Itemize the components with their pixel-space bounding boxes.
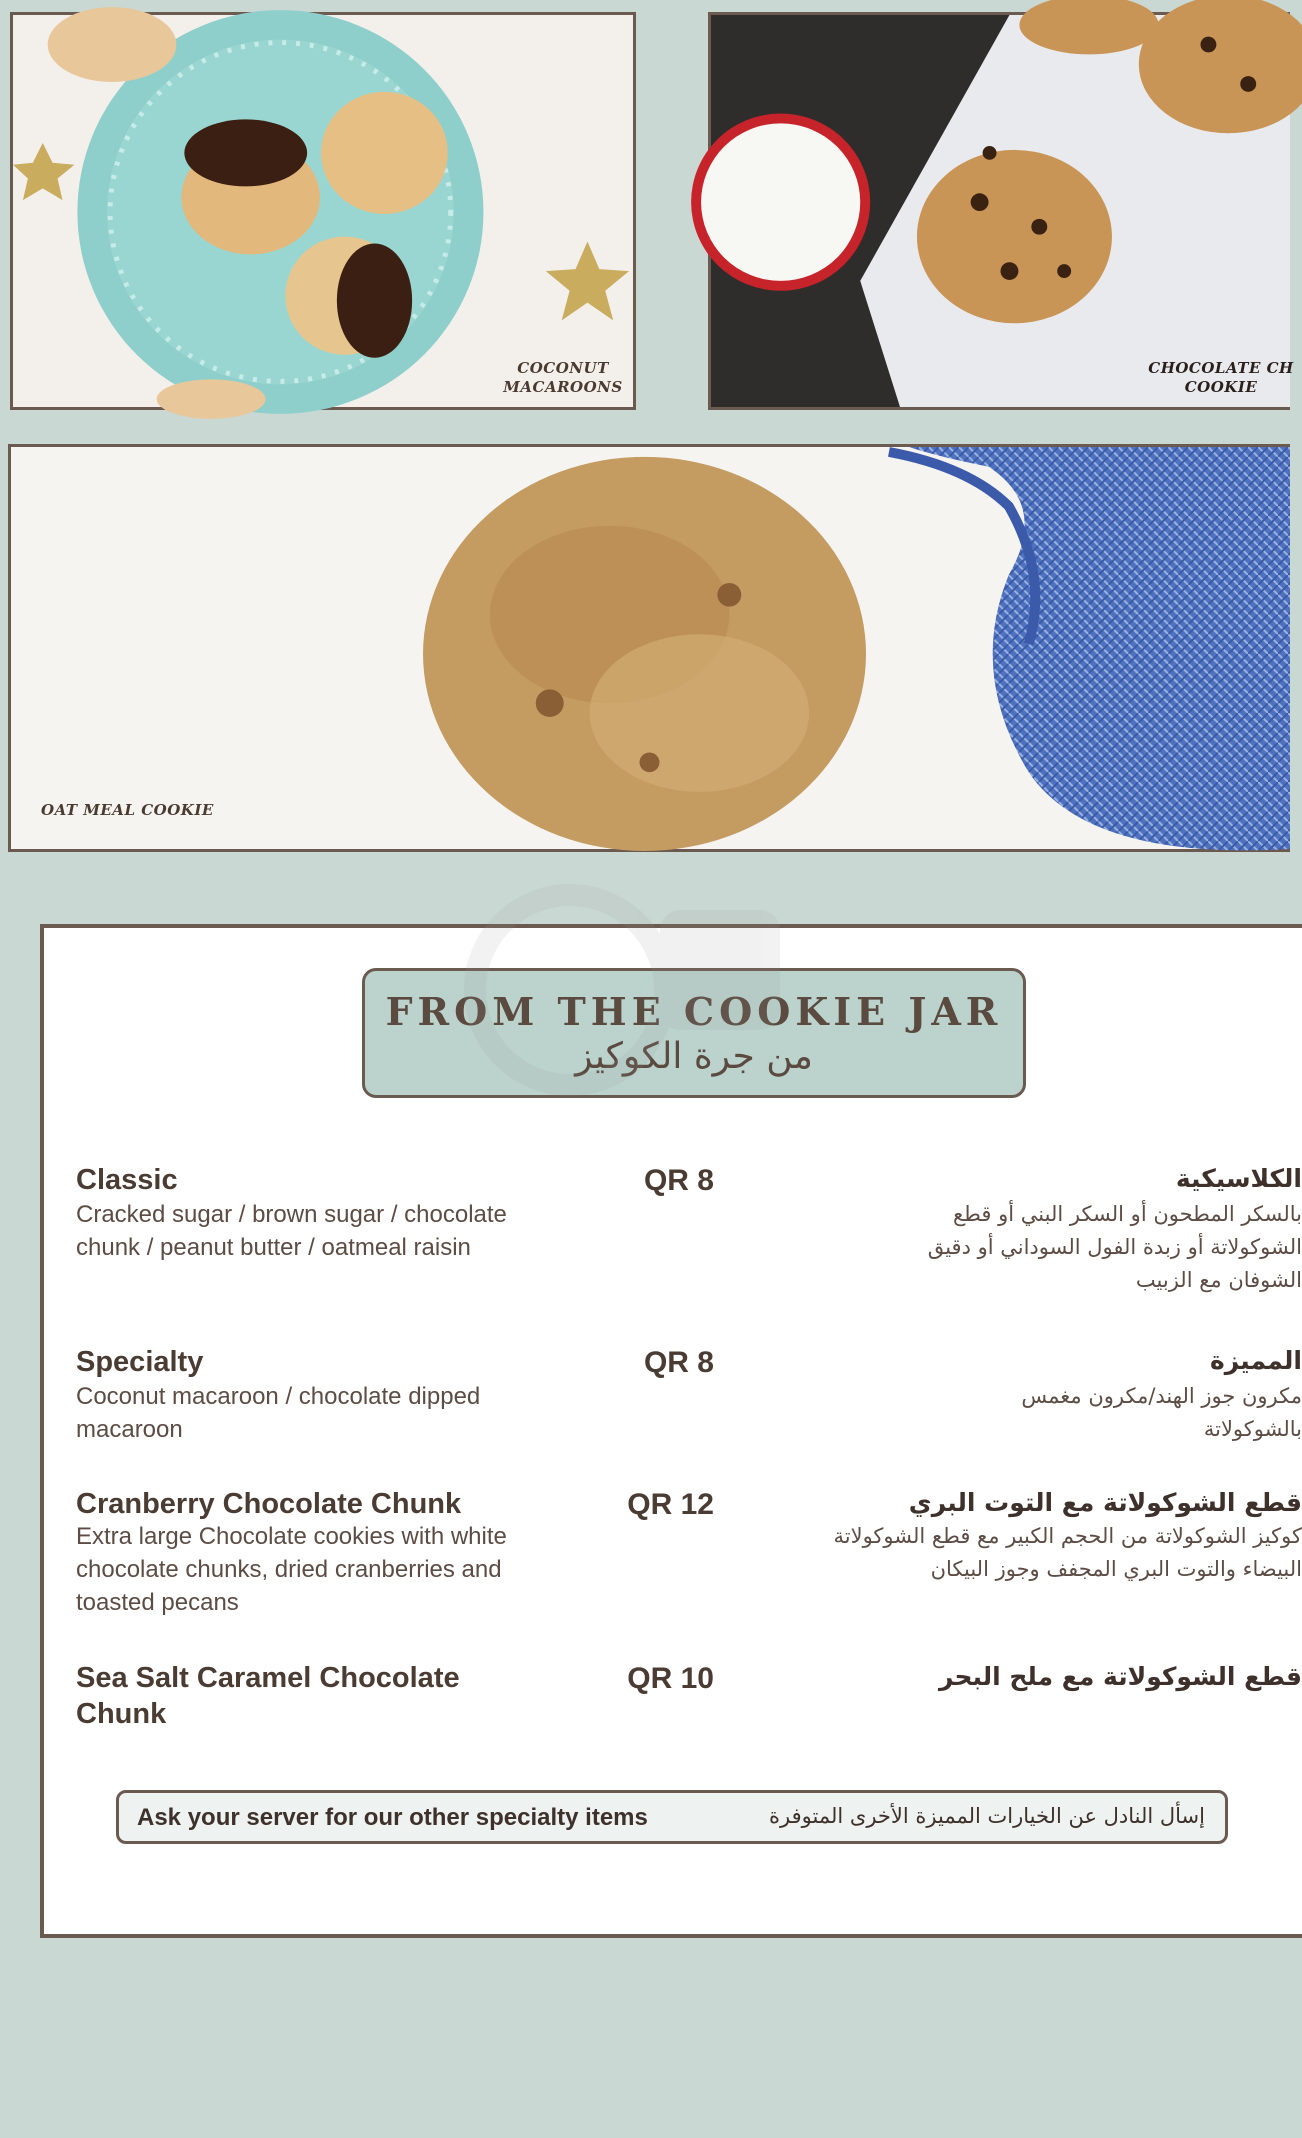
menu-item (44, 1660, 1302, 1740)
item-name: Sea Salt Caramel Chocolate Chunk (76, 1662, 460, 1730)
menu-item (44, 1344, 1302, 1464)
item-name: Classic (76, 1164, 178, 1196)
item-price: QR 8 (643, 1346, 714, 1379)
specialty-note: Ask your server for our other specialty items (137, 1804, 648, 1831)
coconut-macaroons-image (13, 15, 633, 407)
coconut-macaroons-caption: COCONUT MACAROONS (503, 359, 623, 396)
item-name: Cranberry Chocolate Chunk (76, 1488, 462, 1520)
menu-card (40, 924, 1302, 1938)
section-title-arabic: من جرة الكوكيز (575, 1036, 813, 1077)
item-name: Specialty (76, 1346, 204, 1378)
oatmeal-cookie-caption: OAT MEAL COOKIE (41, 801, 214, 819)
item-price: QR 8 (643, 1164, 714, 1197)
item-description: Cracked sugar / brown sugar / chocolate chunk / peanut butter / oatmeal raisin (76, 1201, 507, 1261)
item-description-arabic: بالسكر المطحون أو السكر البني أو قطع الشوكولاتة أو زبدة الفول السوداني أو دقيق الشوفان مع الزبيب (927, 1202, 1302, 1292)
section-title: FROM THE COOKIE JAR (385, 989, 1003, 1034)
specialty-note-banner (116, 1790, 1228, 1844)
menu-item (44, 1486, 1302, 1636)
oatmeal-cookie-photo (8, 444, 1290, 852)
item-description-arabic: كوكيز الشوكولاتة من الحجم الكبير مع قطع الشوكولاتة البيضاء والتوت البري المجفف وجوز البيكان (833, 1524, 1302, 1581)
item-description: Coconut macaroon / chocolate dipped macaroon (76, 1383, 481, 1443)
item-description-arabic: مكرون جوز الهند/مكرون مغمس بالشوكولاتة (1021, 1384, 1302, 1441)
specialty-note-arabic: إسأل النادل عن الخيارات المميزة الأخرى المتوفرة (769, 1804, 1205, 1828)
item-price: QR 12 (627, 1488, 714, 1521)
chocolate-chip-cookie-photo (708, 12, 1294, 410)
item-description: Extra large Chocolate cookies with white chocolate chunks, dried cranberries and toasted pecans (76, 1523, 507, 1616)
chocolate-chip-cookie-image (711, 15, 1290, 407)
item-price: QR 10 (627, 1662, 714, 1695)
item-name-arabic: الكلاسيكية (1175, 1164, 1302, 1193)
item-name-arabic: قطع الشوكولاتة مع التوت البري (908, 1488, 1302, 1517)
section-banner (362, 968, 1026, 1098)
coconut-macaroons-photo (10, 12, 636, 410)
item-name-arabic: قطع الشوكولاتة مع ملح البحر (938, 1662, 1302, 1691)
item-name-arabic: المميزة (1210, 1346, 1302, 1375)
oatmeal-cookie-image (11, 447, 1290, 849)
menu-item (44, 1162, 1302, 1332)
chocolate-chip-cookie-caption: CHOCOLATE CH COOKIE (1148, 359, 1294, 396)
